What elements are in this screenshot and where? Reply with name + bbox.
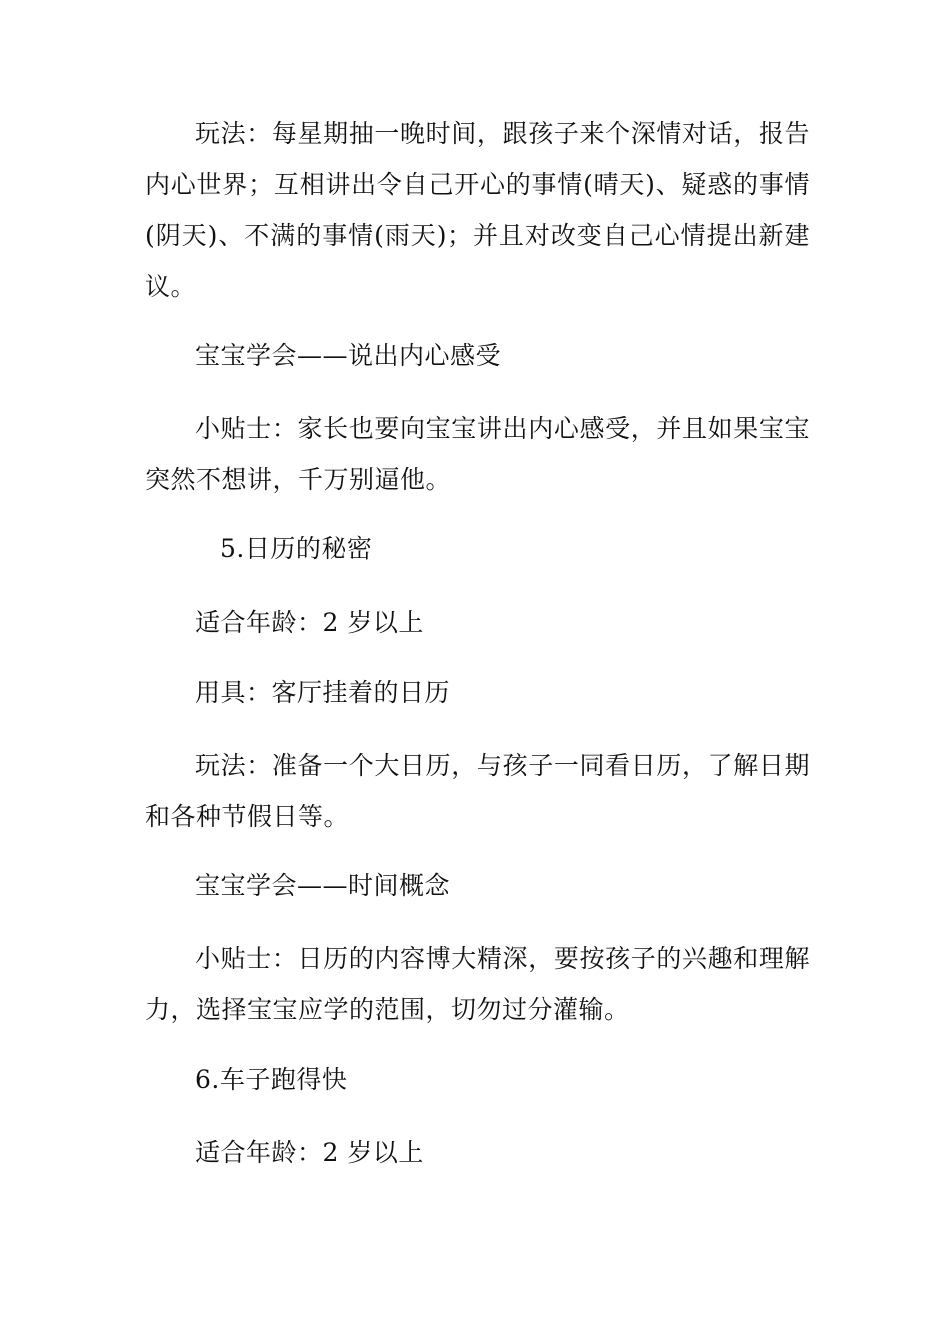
paragraph-tip-1: 小贴士：家长也要向宝宝讲出内心感受，并且如果宝宝突然不想讲，千万别逼他。 — [145, 414, 810, 494]
section-heading-5: 5.日历的秘密 — [220, 534, 373, 563]
paragraph-learn-1: 宝宝学会——说出内心感受 — [195, 341, 502, 370]
paragraph-age-5: 适合年龄：2 岁以上 — [195, 608, 424, 637]
paragraph-tools-5: 用具：客厅挂着的日历 — [195, 678, 451, 707]
paragraph-learn-5: 宝宝学会——时间概念 — [195, 871, 451, 900]
section-heading-6: 6.车子跑得快 — [195, 1065, 348, 1094]
paragraph-play-method-5: 玩法：准备一个大日历，与孩子一同看日历，了解日期和各种节假日等。 — [145, 751, 810, 831]
paragraph-play-method-1: 玩法：每星期抽一晚时间，跟孩子来个深情对话，报告内心世界；互相讲出令自己开心的事情(晴天)、疑惑的事情(阴天)、不满的事情(雨天)；并且对改变自己心情提出新建议。 — [145, 119, 810, 301]
paragraph-age-6: 适合年龄：2 岁以上 — [195, 1138, 424, 1167]
paragraph-tip-5: 小贴士：日历的内容博大精深，要按孩子的兴趣和理解力，选择宝宝应学的范围，切勿过分灌输。 — [145, 944, 810, 1024]
